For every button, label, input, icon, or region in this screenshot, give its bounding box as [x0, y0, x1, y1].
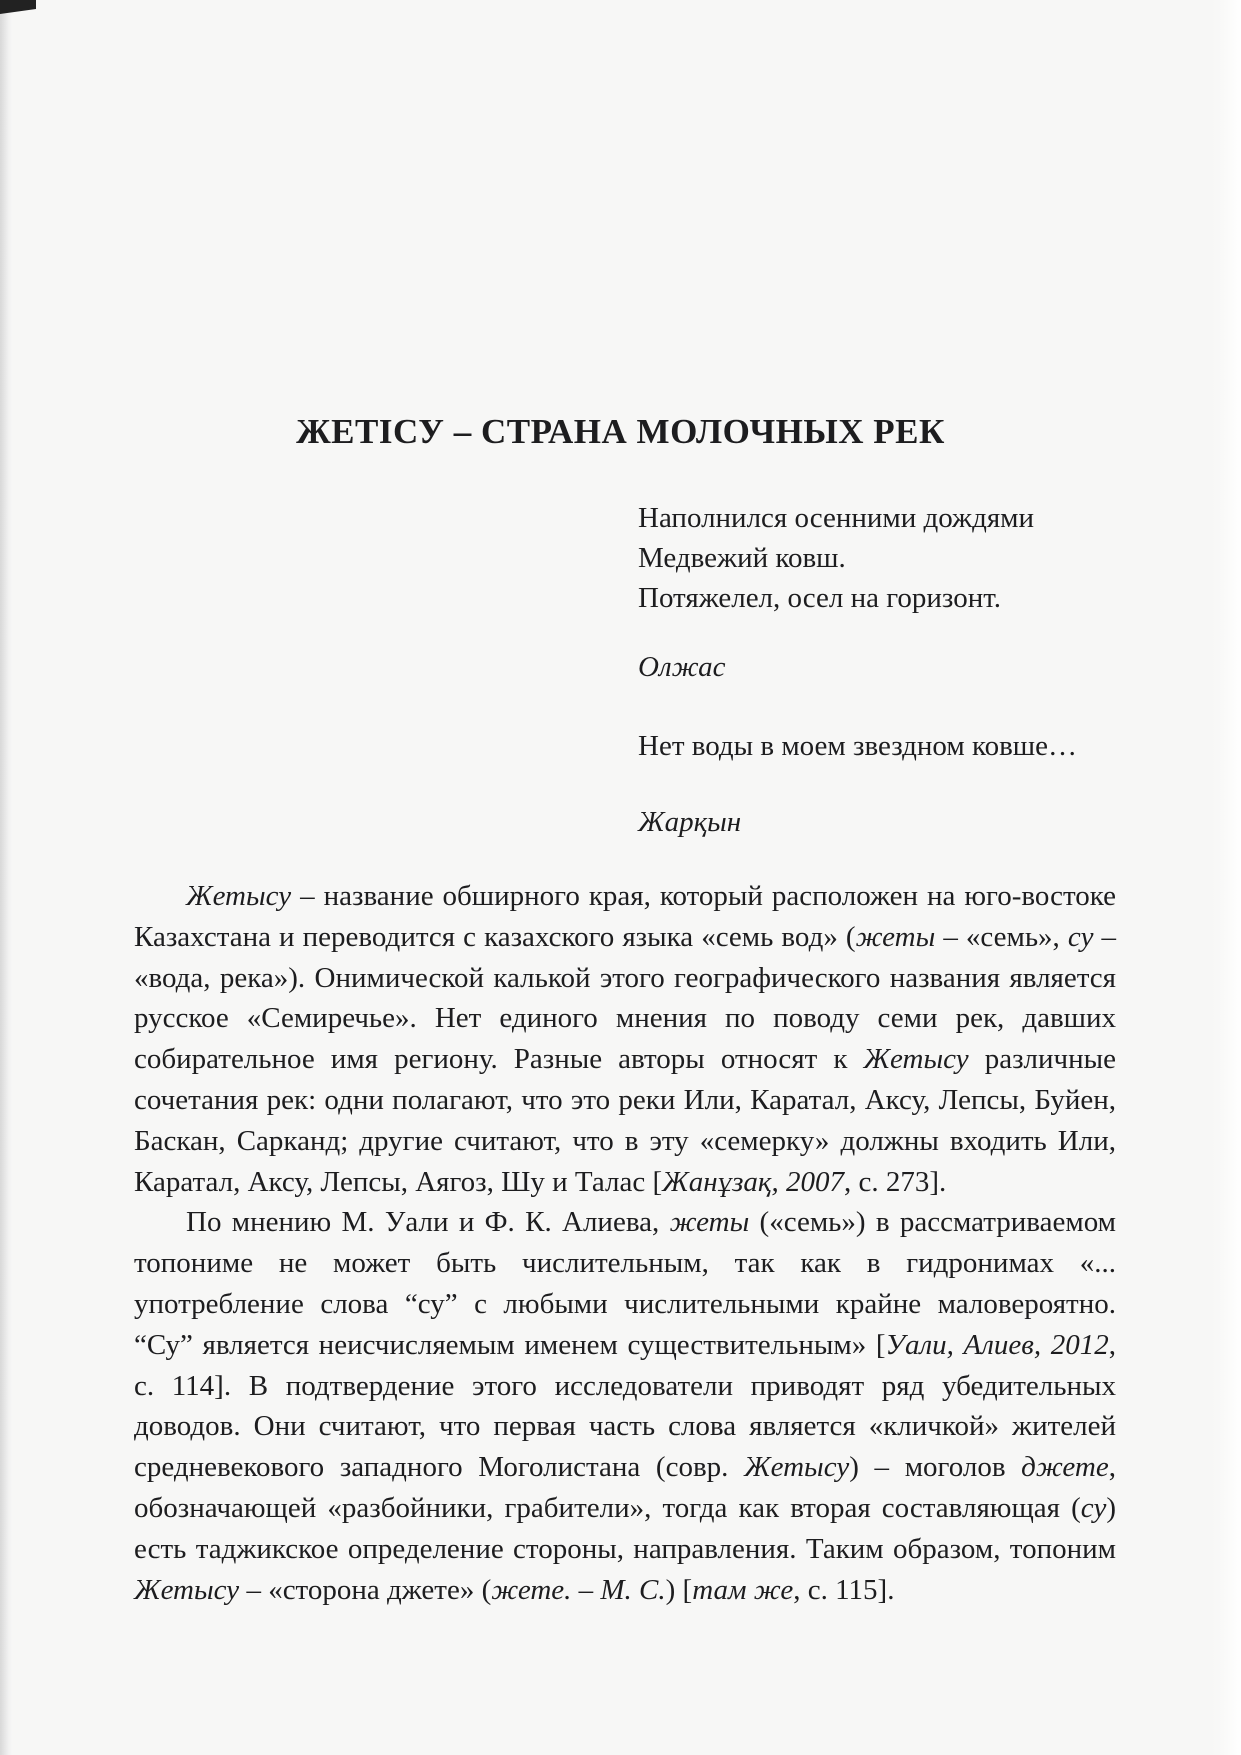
italic-term: Жанұзақ, 2007: [662, 1165, 844, 1198]
text-run: ) есть таджикское определение стороны, направления. Таким образом, топоним: [134, 1491, 1116, 1565]
text-run: («семь») в рассматриваемом топониме не может быть числительным, так как в гидронимах «... употребление слова “су” с любыми числительными крайне маловероятно. “Су” является неисчисляемым именем существительным» [: [134, 1206, 1117, 1361]
scan-edge-right: [1211, 0, 1241, 1755]
text-run: , с. 115].: [793, 1573, 895, 1606]
italic-term: Жетысу: [863, 1043, 969, 1076]
text-run: , с. 273].: [843, 1165, 947, 1198]
epigraph-line: Медвежий ковш.: [638, 542, 846, 574]
epigraph-1-author: Олжас: [638, 651, 726, 683]
epigraph-line: Потяжелел, осел на горизонт.: [638, 582, 1001, 614]
epigraph-2-author: Жарқын: [638, 806, 742, 838]
epigraph-2-verse: [638, 726, 1198, 766]
text-run: ) [: [665, 1573, 693, 1606]
text-run: – название обширного края, который расположен на юго-востоке Казахстана и переводится с казахского языка «семь вод» (: [134, 880, 1116, 953]
text-run: ) – моголов: [849, 1451, 1022, 1484]
italic-term: джете: [1021, 1451, 1109, 1484]
paragraph-1: [134, 876, 1116, 1202]
italic-term: там же: [692, 1573, 794, 1606]
text-run: – «семь»,: [935, 920, 1068, 953]
scan-corner-mark: [0, 0, 36, 14]
italic-term: Жетысу: [134, 1573, 240, 1606]
italic-term: жеты: [669, 1206, 750, 1239]
italic-term: су: [1080, 1491, 1107, 1524]
epigraph-line: Нет воды в моем звездном ковше…: [638, 730, 1077, 762]
italic-term: Уали, Алиев, 2012: [885, 1328, 1109, 1361]
text-run: , обозначающей «разбойники, грабители», тогда как вторая составляющая (: [134, 1451, 1116, 1524]
text-run: различные сочетания рек: одни полагают, что это реки Или, Каратал, Аксу, Лепсы, Буйен, Баскан, Сарканд; другие считают, что в эту «семерку» должны входить Или, Каратал, Аксу, Лепсы, Аягоз, Шу и Талас [: [134, 1043, 1116, 1198]
body-text: [134, 876, 1116, 1610]
chapter-title: ЖЕТІСУ – СТРАНА МОЛОЧНЫХ РЕК: [296, 412, 945, 451]
text-run: По мнению М. Уали и Ф. К. Алиева,: [186, 1206, 670, 1239]
italic-term: жеты: [855, 920, 936, 953]
epigraph-1-verse: [638, 498, 1198, 618]
scan-shadow-left: [0, 0, 12, 1755]
italic-term: су: [1067, 920, 1094, 953]
epigraph-line: Наполнился осенними дождями: [638, 502, 1035, 534]
text-run: – «сторона джете» (: [239, 1573, 492, 1606]
italic-term: Жетысу: [186, 880, 292, 912]
italic-term: жете. – М. С.: [491, 1573, 666, 1606]
text-run: , с. 114]. В подтвердение этого исследователи приводят ряд убедительных доводов. Они считают, что первая часть слова является «кличкой» жителей средневекового западного Моголистана (совр.: [134, 1328, 1116, 1484]
italic-term: Жетысу: [744, 1451, 850, 1484]
paragraph-2: [134, 1202, 1116, 1610]
text-run: – «вода, река»). Онимической калькой этого географического названия является русское «Семиречье». Нет единого мнения по поводу семи рек, давших собирательное имя региону. Разные авторы относят к: [134, 920, 1117, 1076]
